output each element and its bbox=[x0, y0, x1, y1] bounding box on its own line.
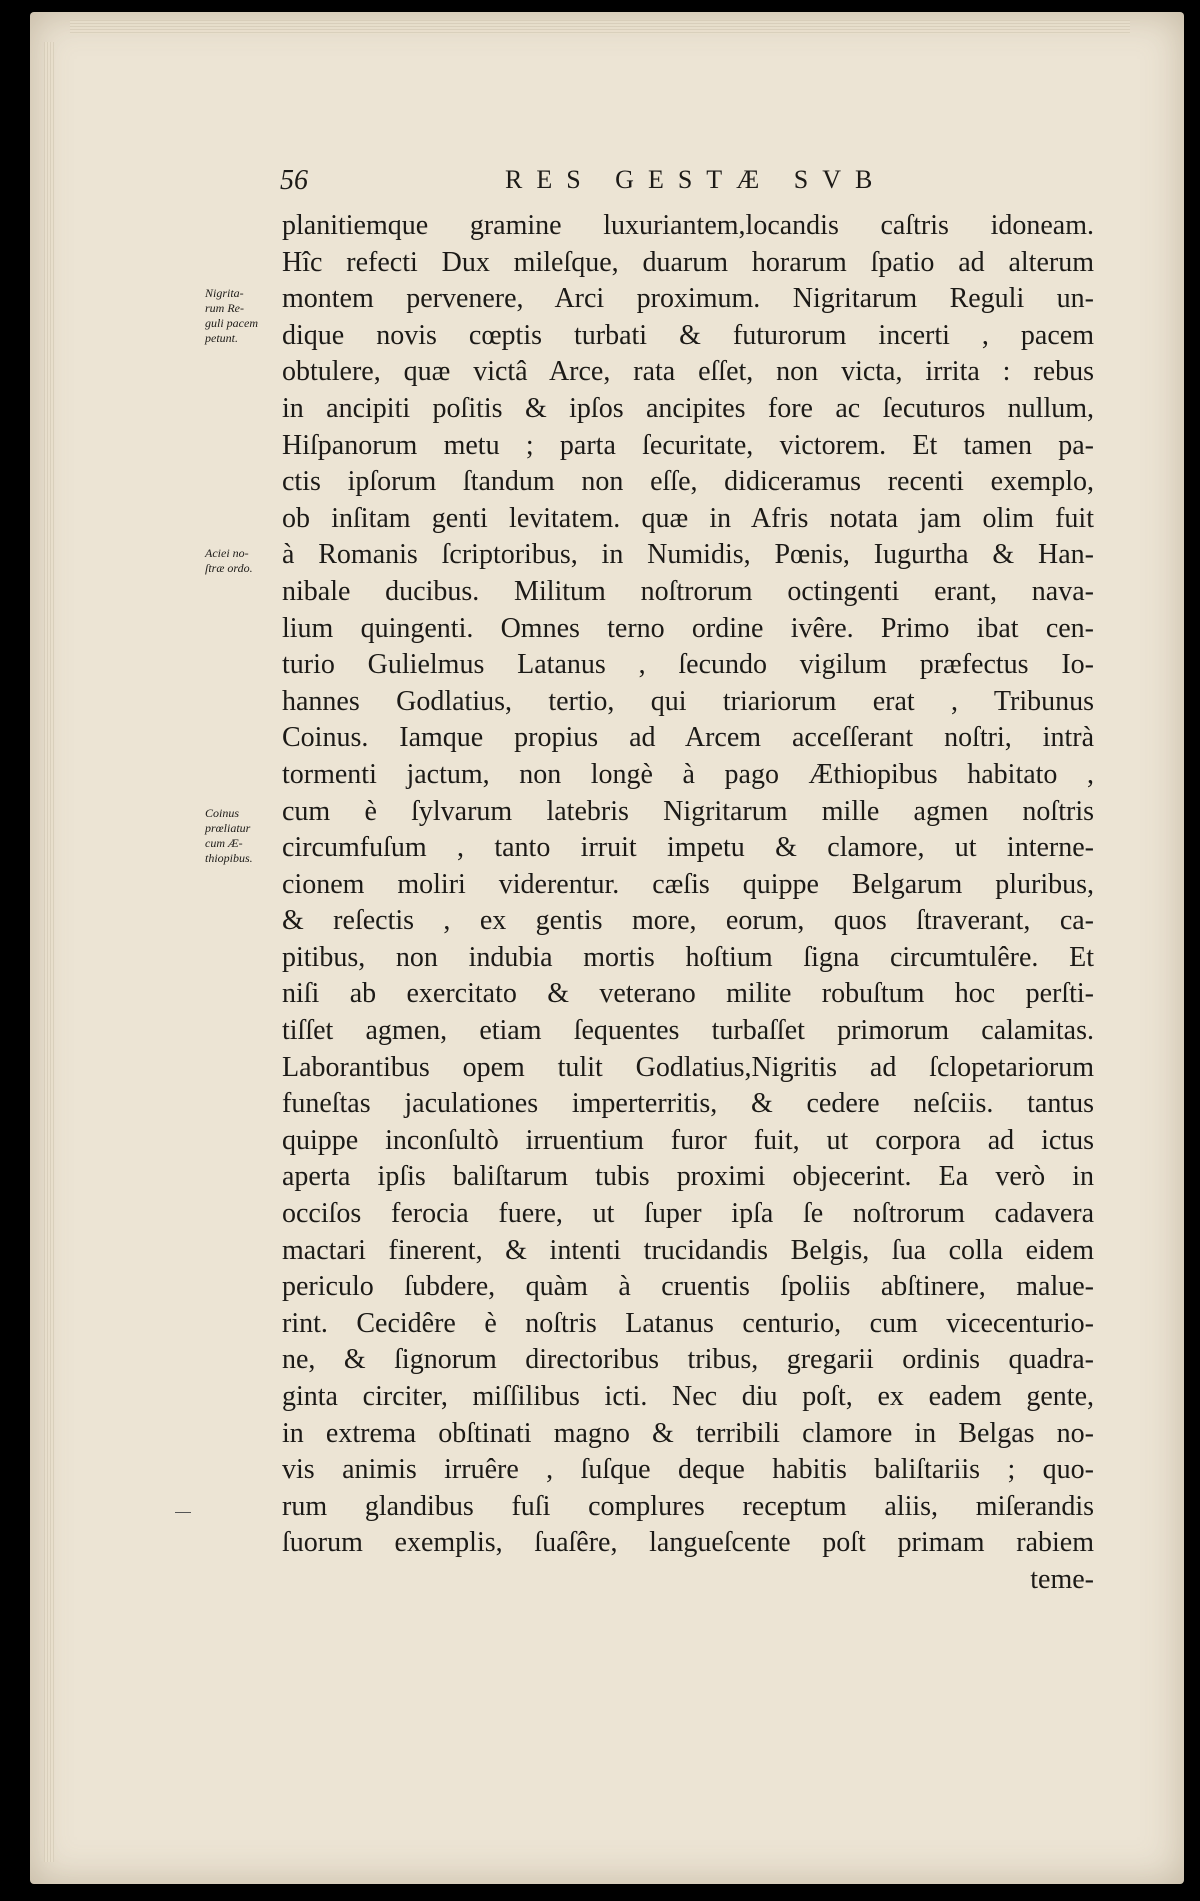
text-line: rum glandibus fuſi complures receptum aliis, miſerandis bbox=[282, 1490, 1094, 1522]
text-line: dique novis cœptis turbati & futurorum incerti , pacem bbox=[282, 319, 1094, 351]
marginal-note-reguli bbox=[205, 286, 281, 346]
text-line: cionem moliri viderentur. cæſis quippe Belgarum pluribus, bbox=[282, 868, 1094, 900]
text-line: lium quingenti. Omnes terno ordine ivêre. Primo ibat cen- bbox=[282, 612, 1094, 644]
text-line: ne, & ſignorum directoribus tribus, gregarii ordinis quadra- bbox=[282, 1344, 1094, 1376]
text-line: tormenti jactum, non longè à pago Æthiopibus habitato , bbox=[282, 758, 1094, 790]
text-line: rint. Cecidêre è noſtris Latanus centurio, cum vicecenturio- bbox=[282, 1307, 1094, 1339]
text-line: quippe inconſultò irruentium furor fuit, ut corpora ad ictus bbox=[282, 1124, 1094, 1156]
marginal-note-line: thiopibus. bbox=[205, 851, 253, 865]
body-text bbox=[282, 208, 1094, 1599]
text-line: Laborantibus opem tulit Godlatius,Nigritis ad ſclopetariorum bbox=[282, 1051, 1094, 1083]
text-line: Hiſpanorum metu ; parta ſecuritate, victorem. Et tamen pa- bbox=[282, 429, 1094, 461]
text-line: ginta circiter, miſſilibus icti. Nec diu poſt, ex eadem gente, bbox=[282, 1381, 1094, 1412]
text-line: hannes Godlatius, tertio, qui triariorum erat , Tribunus bbox=[282, 685, 1094, 717]
page-header bbox=[280, 165, 1100, 205]
text-line: ctis ipſorum ſtandum non eſſe, didiceramus recenti exemplo, bbox=[282, 466, 1094, 498]
marginal-note-coinus bbox=[205, 806, 281, 866]
text-line: vis animis irruêre , ſuſque deque habitis baliſtariis ; quo- bbox=[282, 1454, 1094, 1486]
text-line: turio Gulielmus Latanus , ſecundo vigilum præfectus Io- bbox=[282, 649, 1094, 681]
text-line: à Romanis ſcriptoribus, in Numidis, Pœnis, Iugurtha & Han- bbox=[282, 539, 1094, 571]
text-line: occiſos ferocia fuere, ut ſuper ipſa ſe noſtrorum cadavera bbox=[282, 1198, 1094, 1230]
text-line: circumfuſum , tanto irruit impetu & clamore, ut interne- bbox=[282, 832, 1094, 864]
marginal-note-line: ſtræ ordo. bbox=[205, 561, 253, 575]
text-line: pitibus, non indubia mortis hoſtium ſigna circumtulêre. Et bbox=[282, 941, 1094, 973]
text-line: planitiemque gramine luxuriantem,locandis caſtris idoneam. bbox=[282, 210, 1094, 241]
text-line: obtulere, quæ victâ Arce, rata eſſet, non victa, irrita : rebus bbox=[282, 356, 1094, 388]
marginal-note-line: prœliatur bbox=[205, 821, 251, 835]
marginal-note-aciei bbox=[205, 546, 281, 576]
text-line: Coinus. Iamque propius ad Arcem acceſſerant noſtri, intrà bbox=[282, 722, 1094, 754]
running-title: RES GESTÆ SVB bbox=[505, 165, 887, 194]
text-line: mactari finerent, & intenti trucidandis Belgis, ſua colla eidem bbox=[282, 1234, 1094, 1266]
text-line: funeſtas jaculationes imperterritis, & cedere neſciis. tantus bbox=[282, 1088, 1094, 1120]
marginal-note-line: guli pacem bbox=[205, 316, 258, 330]
marginal-note-line: Coinus bbox=[205, 806, 240, 820]
text-line: ob inſitam genti levitatem. quæ in Afris notata jam olim fuit bbox=[282, 502, 1094, 534]
text-line: ſuorum exemplis, ſuaſêre, langueſcente poſt primam rabiem bbox=[282, 1527, 1094, 1559]
text-line: cum è ſylvarum latebris Nigritarum mille agmen noſtris bbox=[282, 795, 1094, 827]
text-line: & reſectis , ex gentis more, eorum, quos ſtraverant, ca- bbox=[282, 905, 1094, 937]
text-line: tiſſet agmen, etiam ſequentes turbaſſet primorum calamitas. bbox=[282, 1015, 1094, 1047]
page-number: 56 bbox=[280, 165, 308, 196]
text-line: aperta ipſis baliſtarum tubis proximi objecerint. Ea verò in bbox=[282, 1161, 1094, 1193]
marginal-note-line: petunt. bbox=[205, 331, 238, 345]
page-edge-left bbox=[44, 42, 54, 1862]
text-line: nibale ducibus. Militum noſtrorum octingenti erant, nava- bbox=[282, 575, 1094, 607]
text-line: in extrema obſtinati magno & terribili clamore in Belgas no- bbox=[282, 1417, 1094, 1449]
text-line: Hîc refecti Dux mileſque, duarum horarum ſpatio ad alterum bbox=[282, 246, 1094, 278]
stray-pen-mark bbox=[175, 1512, 191, 1513]
marginal-note-line: cum Æ- bbox=[205, 836, 243, 850]
text-line: periculo ſubdere, quàm à cruentis ſpoliis abſtinere, malue- bbox=[282, 1271, 1094, 1303]
page-edge-top bbox=[70, 20, 1130, 34]
marginal-note-line: Nigrita- bbox=[205, 286, 244, 300]
catchword: teme- bbox=[1030, 1563, 1094, 1595]
text-line: in ancipiti poſitis & ipſos ancipites fore ac ſecuturos nullum, bbox=[282, 392, 1094, 424]
text-line: montem pervenere, Arci proximum. Nigritarum Reguli un- bbox=[282, 283, 1094, 315]
marginal-note-line: rum Re- bbox=[205, 301, 244, 315]
marginal-note-line: Aciei no- bbox=[205, 546, 249, 560]
text-line: niſi ab exercitato & veterano milite robuſtum hoc perſti- bbox=[282, 978, 1094, 1010]
